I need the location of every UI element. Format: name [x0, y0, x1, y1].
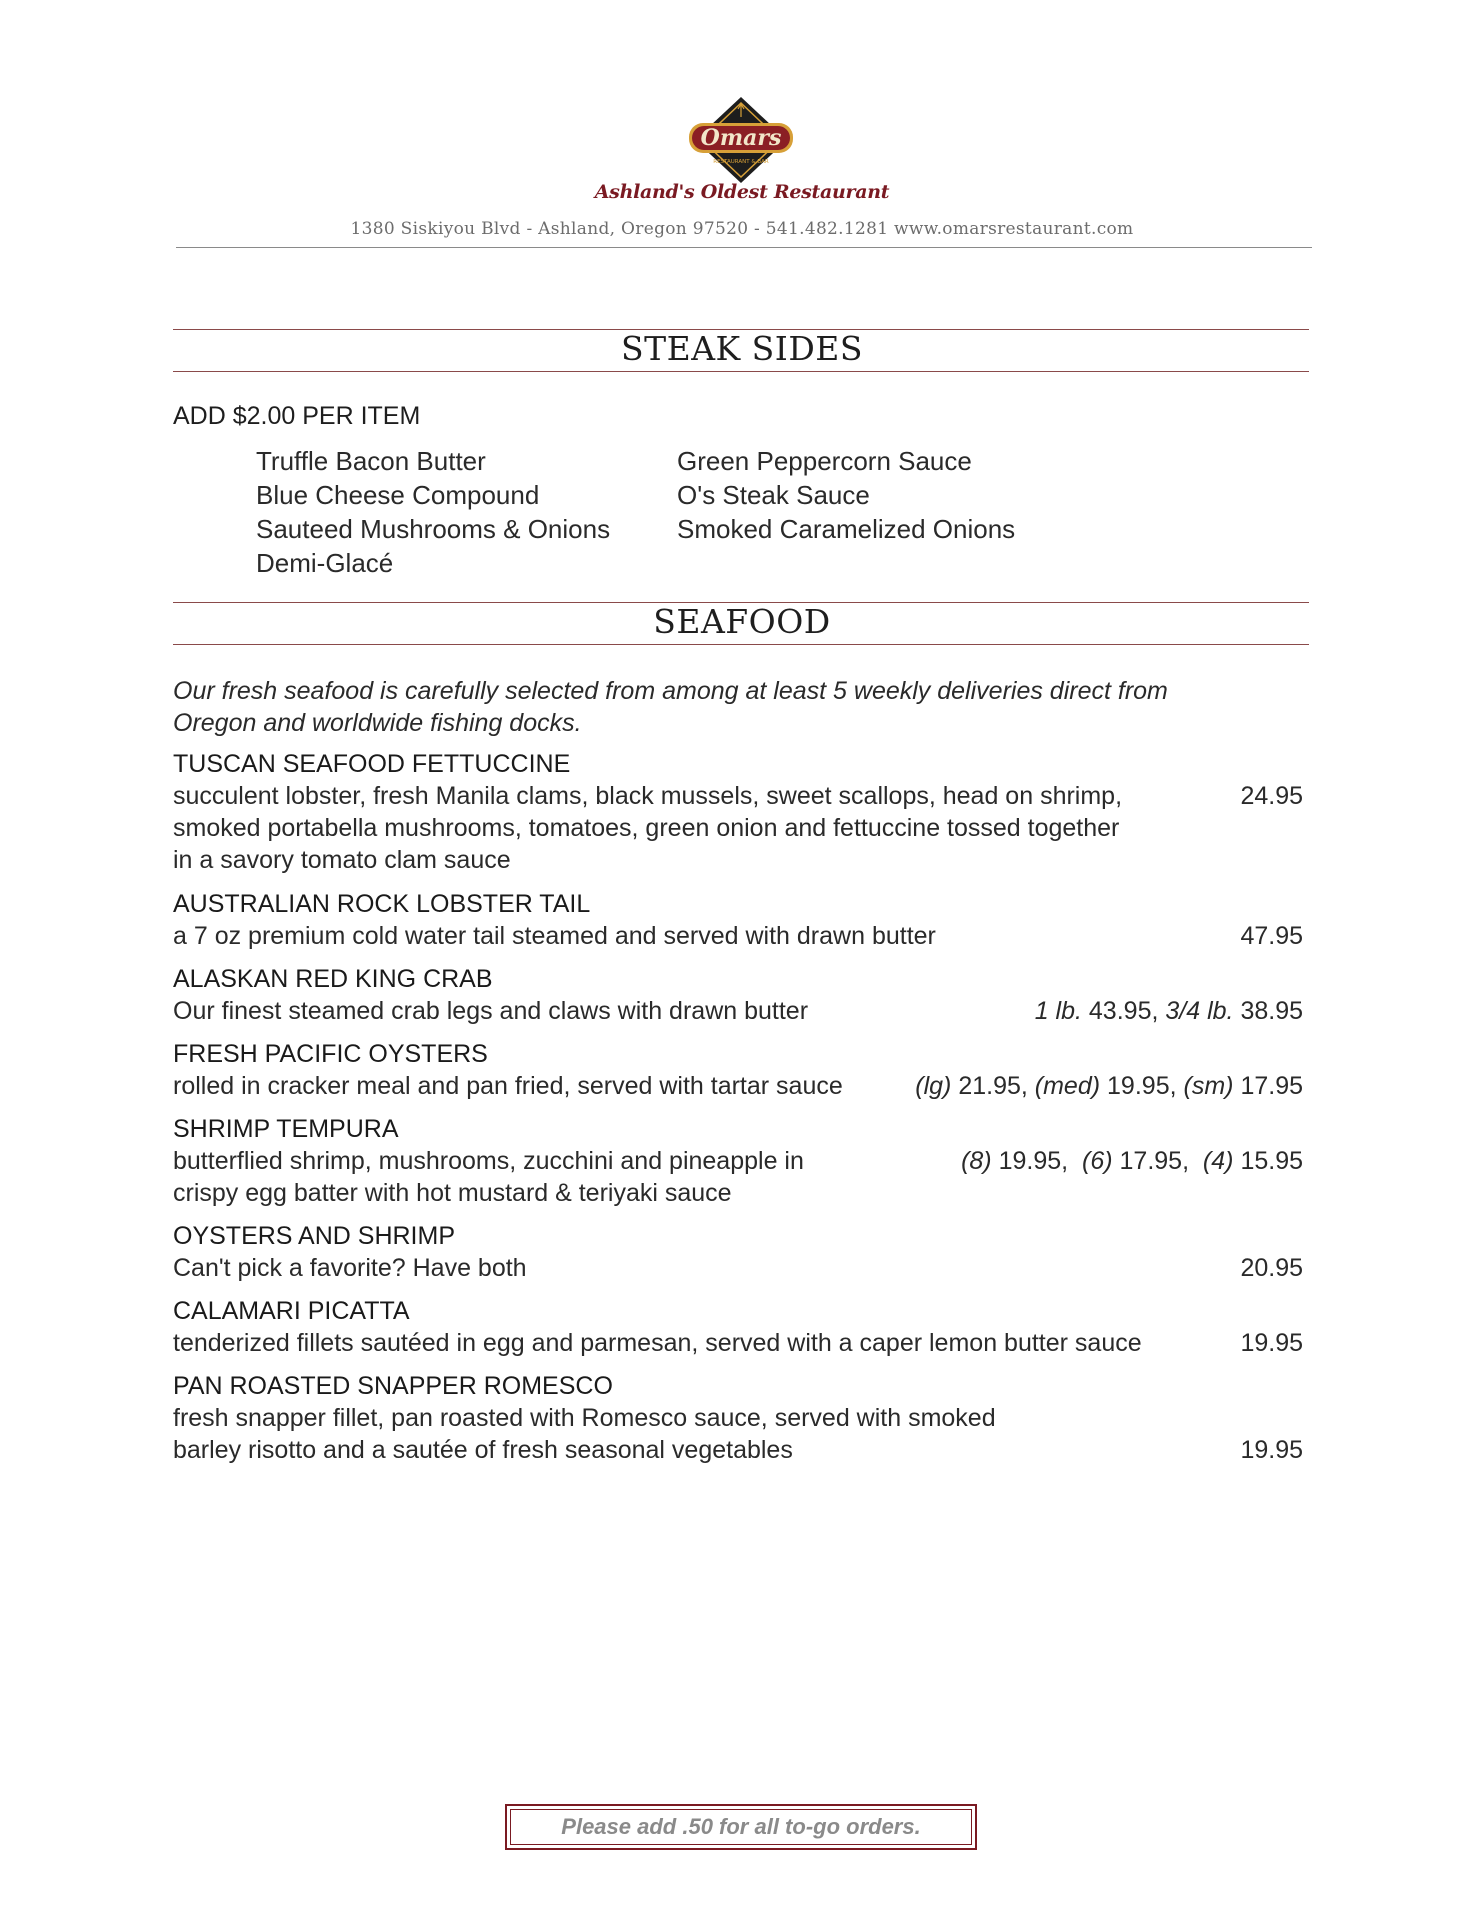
- menu-item-description-line: succulent lobster, fresh Manila clams, black mussels, sweet scallops, head on shrimp,: [173, 782, 1123, 810]
- menu-item-name: OYSTERS AND SHRIMP: [173, 1222, 455, 1250]
- menu-item-name: AUSTRALIAN ROCK LOBSTER TAIL: [173, 890, 591, 918]
- price-size: 1 lb.: [1034, 997, 1082, 1025]
- price-value: 17.95: [1240, 1072, 1303, 1100]
- menu-item-price-options: 1 lb. 43.95, 3/4 lb. 38.95: [1034, 997, 1303, 1025]
- price-value: 19.95: [998, 1147, 1062, 1175]
- side-item: Demi-Glacé: [256, 548, 394, 578]
- tagline: Ashland's Oldest Restaurant: [594, 181, 890, 203]
- menu-item-australian-rock-lobster-tail: [173, 888, 1303, 952]
- menu-item-price: 24.95: [1240, 782, 1303, 810]
- menu-item-oysters-and-shrimp: [173, 1220, 1303, 1284]
- price-size: 3/4 lb.: [1165, 997, 1234, 1025]
- menu-item-description-line: barley risotto and a sautée of fresh seasonal vegetables: [173, 1436, 793, 1464]
- menu-item-name: CALAMARI PICATTA: [173, 1297, 410, 1325]
- steak-sides-heading: STEAK SIDES: [621, 329, 863, 368]
- seafood-bottom-rule: [173, 644, 1309, 645]
- price-value: 38.95: [1240, 997, 1303, 1025]
- side-item: O's Steak Sauce: [677, 480, 870, 510]
- menu-item-price: 19.95: [1240, 1436, 1303, 1464]
- menu-item-fresh-pacific-oysters: [173, 1038, 1303, 1102]
- menu-item-price: 47.95: [1240, 922, 1303, 950]
- side-item: Smoked Caramelized Onions: [677, 514, 1016, 544]
- steak-sides-bottom-rule: [173, 371, 1309, 372]
- menu-item-description-line: in a savory tomato clam sauce: [173, 846, 511, 874]
- side-item: Blue Cheese Compound: [256, 480, 540, 510]
- menu-item-pan-roasted-snapper-romesco: [173, 1370, 1303, 1466]
- menu-item-description-line: butterflied shrimp, mushrooms, zucchini and pineapple in: [173, 1147, 804, 1175]
- steak-sides-left-column: [256, 444, 610, 580]
- menu-item-name: PAN ROASTED SNAPPER ROMESCO: [173, 1372, 613, 1400]
- price-size: (med): [1034, 1072, 1101, 1100]
- address-line: 1380 Siskiyou Blvd - Ashland, Oregon 97520 - 541.482.1281 www.omarsrestaurant.com: [350, 219, 1134, 239]
- price-size: (6): [1082, 1147, 1113, 1175]
- side-item: Green Peppercorn Sauce: [677, 446, 972, 476]
- price-size: (8): [961, 1147, 992, 1175]
- side-item: Truffle Bacon Butter: [256, 446, 486, 476]
- to-go-notice-inner-border: [510, 1809, 972, 1845]
- menu-item-shrimp-tempura: [173, 1113, 1303, 1209]
- to-go-notice: Please add .50 for all to-go orders.: [561, 1814, 921, 1839]
- menu-item-alaskan-red-king-crab: [173, 963, 1303, 1027]
- menu-item-name: TUSCAN SEAFOOD FETTUCCINE: [173, 750, 571, 778]
- menu-item-description-line: smoked portabella mushrooms, tomatoes, green onion and fettuccine tossed together: [173, 814, 1120, 842]
- logo-wordmark: Omars: [700, 125, 782, 151]
- price-size: (4): [1202, 1147, 1234, 1175]
- header-divider: [176, 247, 1312, 248]
- menu-item-name: SHRIMP TEMPURA: [173, 1115, 399, 1143]
- menu-item-description-line: fresh snapper fillet, pan roasted with Romesco sauce, served with smoked: [173, 1404, 996, 1432]
- menu-item-description-line: crispy egg batter with hot mustard & teriyaki sauce: [173, 1179, 732, 1207]
- price-value: 19.95: [1107, 1072, 1170, 1100]
- to-go-notice-box: [505, 1804, 977, 1850]
- menu-item-price: 19.95: [1240, 1329, 1303, 1357]
- menu-item-description-line: rolled in cracker meal and pan fried, served with tartar sauce: [173, 1072, 843, 1100]
- menu-item-description-line: a 7 oz premium cold water tail steamed and served with drawn butter: [173, 922, 936, 950]
- menu-item-description-line: tenderized fillets sautéed in egg and parmesan, served with a caper lemon butter sauce: [173, 1329, 1142, 1357]
- menu-item-calamari-picatta: [173, 1295, 1303, 1359]
- side-item: Sauteed Mushrooms & Onions: [256, 514, 611, 544]
- menu-item-description-line: Our finest steamed crab legs and claws with drawn butter: [173, 997, 809, 1025]
- price-value: 43.95: [1088, 997, 1152, 1025]
- menu-item-description-line: Can't pick a favorite? Have both: [173, 1254, 527, 1282]
- menu-item-tuscan-seafood-fettuccine: [173, 748, 1303, 876]
- menu-item-name: FRESH PACIFIC OYSTERS: [173, 1040, 488, 1068]
- add-per-item-label: ADD $2.00 PER ITEM: [173, 402, 421, 430]
- price-size: (sm): [1183, 1072, 1234, 1100]
- price-size: (lg): [915, 1072, 952, 1100]
- seafood-intro: Our fresh seafood is carefully selected from among at least 5 weekly deliveries direct from Oregon and worldwide fishing docks.: [173, 677, 1168, 737]
- price-value: 15.95: [1240, 1147, 1303, 1175]
- price-value: 17.95: [1119, 1147, 1183, 1175]
- steak-sides-right-column: [677, 444, 1015, 546]
- menu-item-price-options: (lg) 21.95, (med) 19.95, (sm) 17.95: [915, 1072, 1303, 1100]
- logo-subtext: RESTAURANT & BAR: [713, 159, 769, 165]
- omars-logo: [683, 95, 799, 185]
- price-value: 21.95: [958, 1072, 1021, 1100]
- seafood-heading: SEAFOOD: [653, 602, 831, 641]
- menu-item-name: ALASKAN RED KING CRAB: [173, 965, 493, 993]
- menu-item-price: 20.95: [1240, 1254, 1303, 1282]
- menu-item-price-options: (8) 19.95, (6) 17.95, (4) 15.95: [961, 1147, 1303, 1175]
